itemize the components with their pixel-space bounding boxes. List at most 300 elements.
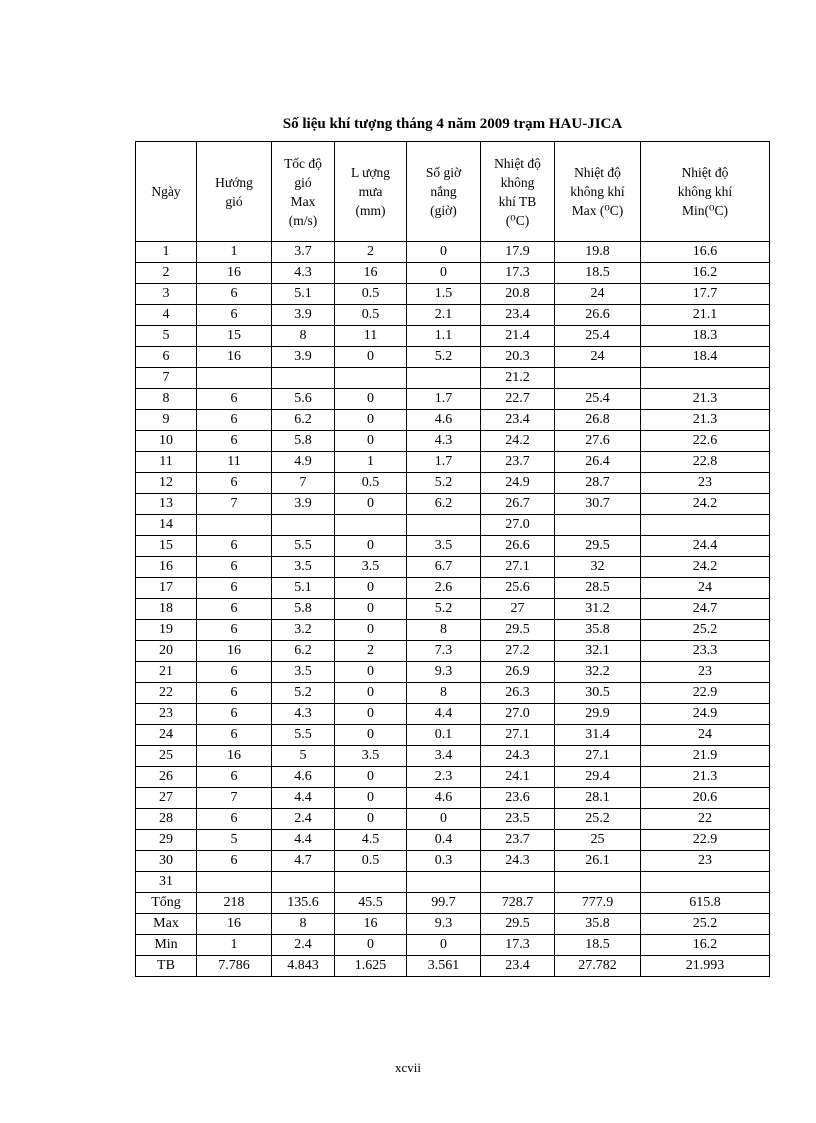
table-cell: 21.3: [641, 389, 770, 410]
table-cell: 6: [197, 725, 272, 746]
table-cell: 0: [335, 389, 407, 410]
column-header-line: Min(⁰C): [682, 203, 728, 218]
table-row: [136, 242, 770, 263]
table-cell: 25.2: [641, 914, 770, 935]
table-cell: 16: [197, 263, 272, 284]
column-header-line: L ượng: [350, 165, 391, 180]
table-cell: 22: [641, 809, 770, 830]
column-header-line: (⁰C): [505, 212, 530, 228]
table-row: [136, 809, 770, 830]
table-cell: 21.9: [641, 746, 770, 767]
row-label-cell: 22: [136, 683, 197, 704]
table-cell: [407, 515, 481, 536]
column-header: [555, 142, 641, 242]
row-label-cell: 11: [136, 452, 197, 473]
table-cell: [641, 368, 770, 389]
column-header: [136, 142, 197, 242]
table-cell: 25: [555, 830, 641, 851]
table-cell: 25.6: [481, 578, 555, 599]
table-cell: 23.6: [481, 788, 555, 809]
column-header-line: gió: [294, 174, 312, 190]
table-row: [136, 788, 770, 809]
table-cell: 0: [335, 620, 407, 641]
table-cell: 6: [197, 809, 272, 830]
column-header-line: không khí: [570, 184, 625, 199]
table-cell: 4.6: [407, 410, 481, 431]
table-cell: 3.2: [272, 620, 335, 641]
table-cell: 26.6: [555, 305, 641, 326]
table-cell: 5: [197, 830, 272, 851]
table-cell: 777.9: [555, 893, 641, 914]
table-cell: 18.5: [555, 935, 641, 956]
column-header-line: Nhiệt độ: [574, 165, 621, 180]
table-cell: [272, 515, 335, 536]
table-cell: 16: [197, 641, 272, 662]
column-header-line: Ngày: [151, 184, 181, 199]
table-cell: 23: [641, 473, 770, 494]
table-cell: [272, 872, 335, 893]
table-cell: 31.4: [555, 725, 641, 746]
table-cell: [555, 368, 641, 389]
table-cell: 6: [197, 557, 272, 578]
row-label-cell: 25: [136, 746, 197, 767]
column-header: [481, 142, 555, 242]
weather-data-table: [135, 141, 770, 977]
table-cell: [407, 872, 481, 893]
table-cell: 6: [197, 578, 272, 599]
table-cell: 4.3: [272, 263, 335, 284]
table-cell: 5.2: [272, 683, 335, 704]
table-cell: [481, 872, 555, 893]
table-cell: 24.1: [481, 767, 555, 788]
table-cell: 23.7: [481, 830, 555, 851]
row-label-cell: 28: [136, 809, 197, 830]
column-header-line: Max (⁰C): [571, 203, 624, 218]
table-cell: 20.8: [481, 284, 555, 305]
table-cell: 4.4: [272, 830, 335, 851]
table-cell: 24.3: [481, 851, 555, 872]
table-cell: 6: [197, 683, 272, 704]
table-cell: 6: [197, 473, 272, 494]
table-row: [136, 725, 770, 746]
table-cell: 26.7: [481, 494, 555, 515]
table-row: [136, 410, 770, 431]
table-cell: 7: [197, 788, 272, 809]
row-label-cell: 30: [136, 851, 197, 872]
table-cell: 6: [197, 599, 272, 620]
table-cell: [641, 872, 770, 893]
table-cell: [407, 368, 481, 389]
table-cell: 6: [197, 389, 272, 410]
table-cell: 24: [555, 284, 641, 305]
row-label-cell: 18: [136, 599, 197, 620]
table-cell: 0: [335, 809, 407, 830]
table-cell: 6: [197, 284, 272, 305]
table-cell: 0: [407, 263, 481, 284]
table-cell: 23.3: [641, 641, 770, 662]
row-label-cell: 24: [136, 725, 197, 746]
column-header-line: (mm): [355, 203, 386, 218]
table-cell: 17.3: [481, 935, 555, 956]
table-row: [136, 473, 770, 494]
table-cell: 6: [197, 767, 272, 788]
table-cell: 23.4: [481, 956, 555, 977]
table-cell: 99.7: [407, 893, 481, 914]
table-cell: 24.7: [641, 599, 770, 620]
row-label-cell: 15: [136, 536, 197, 557]
table-cell: 4.9: [272, 452, 335, 473]
table-row: [136, 452, 770, 473]
column-header: [272, 142, 335, 242]
table-cell: 0: [407, 935, 481, 956]
table-row: [136, 557, 770, 578]
table-cell: 0.5: [335, 305, 407, 326]
row-label-cell: 7: [136, 368, 197, 389]
column-header-line: Tốc độ: [284, 155, 322, 171]
table-cell: 4.7: [272, 851, 335, 872]
table-cell: 3.5: [335, 557, 407, 578]
table-cell: 5.6: [272, 389, 335, 410]
table-cell: 1.625: [335, 956, 407, 977]
table-cell: 5.2: [407, 347, 481, 368]
table-cell: 29.9: [555, 704, 641, 725]
table-cell: 23: [641, 662, 770, 683]
table-cell: [555, 872, 641, 893]
row-label-cell: Min: [136, 935, 197, 956]
table-cell: 2.6: [407, 578, 481, 599]
table-row: [136, 599, 770, 620]
table-row: [136, 368, 770, 389]
table-cell: 0.3: [407, 851, 481, 872]
row-label-cell: 1: [136, 242, 197, 263]
table-cell: 5.8: [272, 599, 335, 620]
table-cell: 3.9: [272, 494, 335, 515]
table-cell: [335, 515, 407, 536]
table-cell: 24.9: [641, 704, 770, 725]
table-cell: 0: [335, 683, 407, 704]
table-cell: 4.5: [335, 830, 407, 851]
table-cell: 24: [641, 725, 770, 746]
table-row: [136, 746, 770, 767]
table-cell: 23.5: [481, 809, 555, 830]
table-cell: 6.2: [272, 641, 335, 662]
column-header: [641, 142, 770, 242]
table-row: [136, 431, 770, 452]
table-cell: 0: [335, 578, 407, 599]
column-header-line: không khí: [677, 184, 733, 199]
table-title: Số liệu khí tượng tháng 4 năm 2009 trạm HAU-JICA: [282, 116, 623, 132]
table-cell: 5.1: [272, 284, 335, 305]
table-cell: 615.8: [641, 893, 770, 914]
table-cell: 32.1: [555, 641, 641, 662]
table-cell: 1.1: [407, 326, 481, 347]
column-header-line: mưa: [358, 184, 383, 199]
table-cell: 17.9: [481, 242, 555, 263]
row-label-cell: Max: [136, 914, 197, 935]
table-row: [136, 935, 770, 956]
table-row: [136, 956, 770, 977]
column-header-line: (giờ): [430, 203, 457, 218]
column-header: [335, 142, 407, 242]
row-label-cell: 8: [136, 389, 197, 410]
table-cell: [197, 872, 272, 893]
table-cell: 1.7: [407, 452, 481, 473]
table-cell: [197, 515, 272, 536]
table-cell: 30.5: [555, 683, 641, 704]
table-cell: 0.5: [335, 284, 407, 305]
table-cell: 8: [407, 683, 481, 704]
table-cell: 1.5: [407, 284, 481, 305]
column-header: [407, 142, 481, 242]
table-cell: 4.4: [407, 704, 481, 725]
column-header-line: Hướng: [215, 174, 253, 190]
table-cell: 16: [197, 347, 272, 368]
column-header-line: gió: [225, 193, 243, 209]
table-cell: 18.5: [555, 263, 641, 284]
table-cell: 6: [197, 662, 272, 683]
row-label-cell: 14: [136, 515, 197, 536]
table-cell: 25.2: [555, 809, 641, 830]
table-cell: 18.4: [641, 347, 770, 368]
row-label-cell: TB: [136, 956, 197, 977]
column-header-line: Nhiệt độ: [494, 155, 541, 171]
column-header-line: không: [500, 174, 535, 190]
table-row: [136, 767, 770, 788]
table-row: [136, 389, 770, 410]
table-body: [136, 242, 770, 977]
table-row: [136, 893, 770, 914]
table-cell: 16: [335, 914, 407, 935]
table-cell: 135.6: [272, 893, 335, 914]
row-label-cell: 12: [136, 473, 197, 494]
table-cell: 2: [335, 641, 407, 662]
table-cell: 6: [197, 536, 272, 557]
table-cell: 26.6: [481, 536, 555, 557]
table-cell: 8: [407, 620, 481, 641]
table-cell: [197, 368, 272, 389]
table-cell: 35.8: [555, 620, 641, 641]
table-row: [136, 305, 770, 326]
table-row: [136, 914, 770, 935]
table-cell: 0: [335, 410, 407, 431]
table-cell: 8: [272, 914, 335, 935]
table-cell: 6: [197, 851, 272, 872]
table-cell: 22.8: [641, 452, 770, 473]
table-cell: 6: [197, 410, 272, 431]
table-cell: 32: [555, 557, 641, 578]
table-cell: 4.3: [407, 431, 481, 452]
table-cell: 27.6: [555, 431, 641, 452]
table-cell: 3.5: [272, 557, 335, 578]
table-cell: 1.7: [407, 389, 481, 410]
table-cell: 26.9: [481, 662, 555, 683]
table-cell: 28.1: [555, 788, 641, 809]
table-cell: 23: [641, 851, 770, 872]
table-cell: 7: [197, 494, 272, 515]
table-cell: 27: [481, 599, 555, 620]
table-cell: 4.6: [407, 788, 481, 809]
table-cell: 24.2: [481, 431, 555, 452]
table-cell: 7: [272, 473, 335, 494]
column-header-line: khí TB: [498, 193, 537, 209]
table-cell: 0.5: [335, 851, 407, 872]
table-cell: 29.5: [555, 536, 641, 557]
table-cell: 2: [335, 242, 407, 263]
table-row: [136, 284, 770, 305]
row-label-cell: 10: [136, 431, 197, 452]
table-cell: 15: [197, 326, 272, 347]
table-cell: 3.561: [407, 956, 481, 977]
table-cell: 0: [335, 935, 407, 956]
table-cell: 29.5: [481, 620, 555, 641]
column-header-line: Max: [290, 193, 316, 209]
table-cell: 32.2: [555, 662, 641, 683]
table-row: [136, 326, 770, 347]
table-cell: 26.1: [555, 851, 641, 872]
row-label-cell: 4: [136, 305, 197, 326]
row-label-cell: 19: [136, 620, 197, 641]
table-cell: 20.3: [481, 347, 555, 368]
table-cell: 22.6: [641, 431, 770, 452]
row-label-cell: 2: [136, 263, 197, 284]
table-cell: 31.2: [555, 599, 641, 620]
table-cell: 27.1: [555, 746, 641, 767]
row-label-cell: 29: [136, 830, 197, 851]
column-header-line: Số giờ: [425, 165, 462, 180]
table-cell: 21.993: [641, 956, 770, 977]
table-cell: 21.1: [641, 305, 770, 326]
table-cell: 11: [335, 326, 407, 347]
row-label-cell: 16: [136, 557, 197, 578]
table-cell: 16: [197, 914, 272, 935]
table-cell: 24.2: [641, 494, 770, 515]
column-header: [197, 142, 272, 242]
table-cell: 728.7: [481, 893, 555, 914]
table-row: [136, 872, 770, 893]
table-cell: 30.7: [555, 494, 641, 515]
row-label-cell: 5: [136, 326, 197, 347]
table-cell: 16.6: [641, 242, 770, 263]
table-cell: 22.9: [641, 830, 770, 851]
table-cell: 0: [335, 536, 407, 557]
table-cell: 28.5: [555, 578, 641, 599]
table-cell: 4.6: [272, 767, 335, 788]
table-cell: 6: [197, 620, 272, 641]
table-row: [136, 347, 770, 368]
row-label-cell: 31: [136, 872, 197, 893]
table-cell: 0: [407, 242, 481, 263]
table-cell: 29.5: [481, 914, 555, 935]
page-number: xcvii: [395, 1060, 421, 1075]
table-cell: 218: [197, 893, 272, 914]
table-cell: 3.5: [407, 536, 481, 557]
table-cell: 24.2: [641, 557, 770, 578]
header-row: [136, 142, 770, 242]
table-row: [136, 494, 770, 515]
table-cell: [641, 515, 770, 536]
row-label-cell: 13: [136, 494, 197, 515]
table-cell: 9.3: [407, 914, 481, 935]
table-cell: 6: [197, 704, 272, 725]
row-label-cell: 3: [136, 284, 197, 305]
row-label-cell: 21: [136, 662, 197, 683]
table-cell: 9.3: [407, 662, 481, 683]
table-cell: 3.5: [272, 662, 335, 683]
table-cell: 5.5: [272, 536, 335, 557]
table-cell: 27.782: [555, 956, 641, 977]
table-cell: 28.7: [555, 473, 641, 494]
table-cell: 27.1: [481, 557, 555, 578]
table-cell: 0: [335, 704, 407, 725]
table-cell: 27.0: [481, 704, 555, 725]
row-label-cell: 23: [136, 704, 197, 725]
table-cell: 6: [197, 305, 272, 326]
table-row: [136, 851, 770, 872]
table-row: [136, 683, 770, 704]
table-cell: 27.2: [481, 641, 555, 662]
table-cell: 17.3: [481, 263, 555, 284]
table-cell: 5.2: [407, 473, 481, 494]
table-cell: 1: [197, 242, 272, 263]
table-cell: 21.4: [481, 326, 555, 347]
table-row: [136, 515, 770, 536]
table-row: [136, 620, 770, 641]
table-cell: 24.9: [481, 473, 555, 494]
table-cell: 3.5: [335, 746, 407, 767]
table-cell: 6.7: [407, 557, 481, 578]
table-cell: 3.4: [407, 746, 481, 767]
table-cell: 11: [197, 452, 272, 473]
table-cell: [335, 368, 407, 389]
table-cell: 0: [335, 788, 407, 809]
table-cell: 21.3: [641, 410, 770, 431]
table-row: [136, 704, 770, 725]
row-label-cell: Tổng: [136, 893, 197, 914]
table-cell: 16.2: [641, 935, 770, 956]
column-header-line: (m/s): [288, 212, 318, 228]
table-cell: 20.6: [641, 788, 770, 809]
table-cell: 23.4: [481, 305, 555, 326]
row-label-cell: 20: [136, 641, 197, 662]
table-cell: 5.5: [272, 725, 335, 746]
table-cell: 0.5: [335, 473, 407, 494]
table-cell: 18.3: [641, 326, 770, 347]
table-cell: 0: [407, 809, 481, 830]
table-cell: 25.4: [555, 389, 641, 410]
table-cell: 24.4: [641, 536, 770, 557]
table-cell: 24.3: [481, 746, 555, 767]
table-cell: 0: [335, 347, 407, 368]
table-cell: 25.2: [641, 620, 770, 641]
table-cell: 1: [335, 452, 407, 473]
table-cell: 0: [335, 662, 407, 683]
table-cell: 26.4: [555, 452, 641, 473]
table-row: [136, 536, 770, 557]
row-label-cell: 26: [136, 767, 197, 788]
table-cell: 21.3: [641, 767, 770, 788]
table-cell: 2.1: [407, 305, 481, 326]
table-cell: 0: [335, 494, 407, 515]
table-cell: 8: [272, 326, 335, 347]
row-label-cell: 6: [136, 347, 197, 368]
table-cell: 0: [335, 599, 407, 620]
table-cell: 4.843: [272, 956, 335, 977]
table-row: [136, 662, 770, 683]
table-cell: 27.1: [481, 725, 555, 746]
row-label-cell: 27: [136, 788, 197, 809]
table-cell: 35.8: [555, 914, 641, 935]
table-cell: 3.9: [272, 347, 335, 368]
